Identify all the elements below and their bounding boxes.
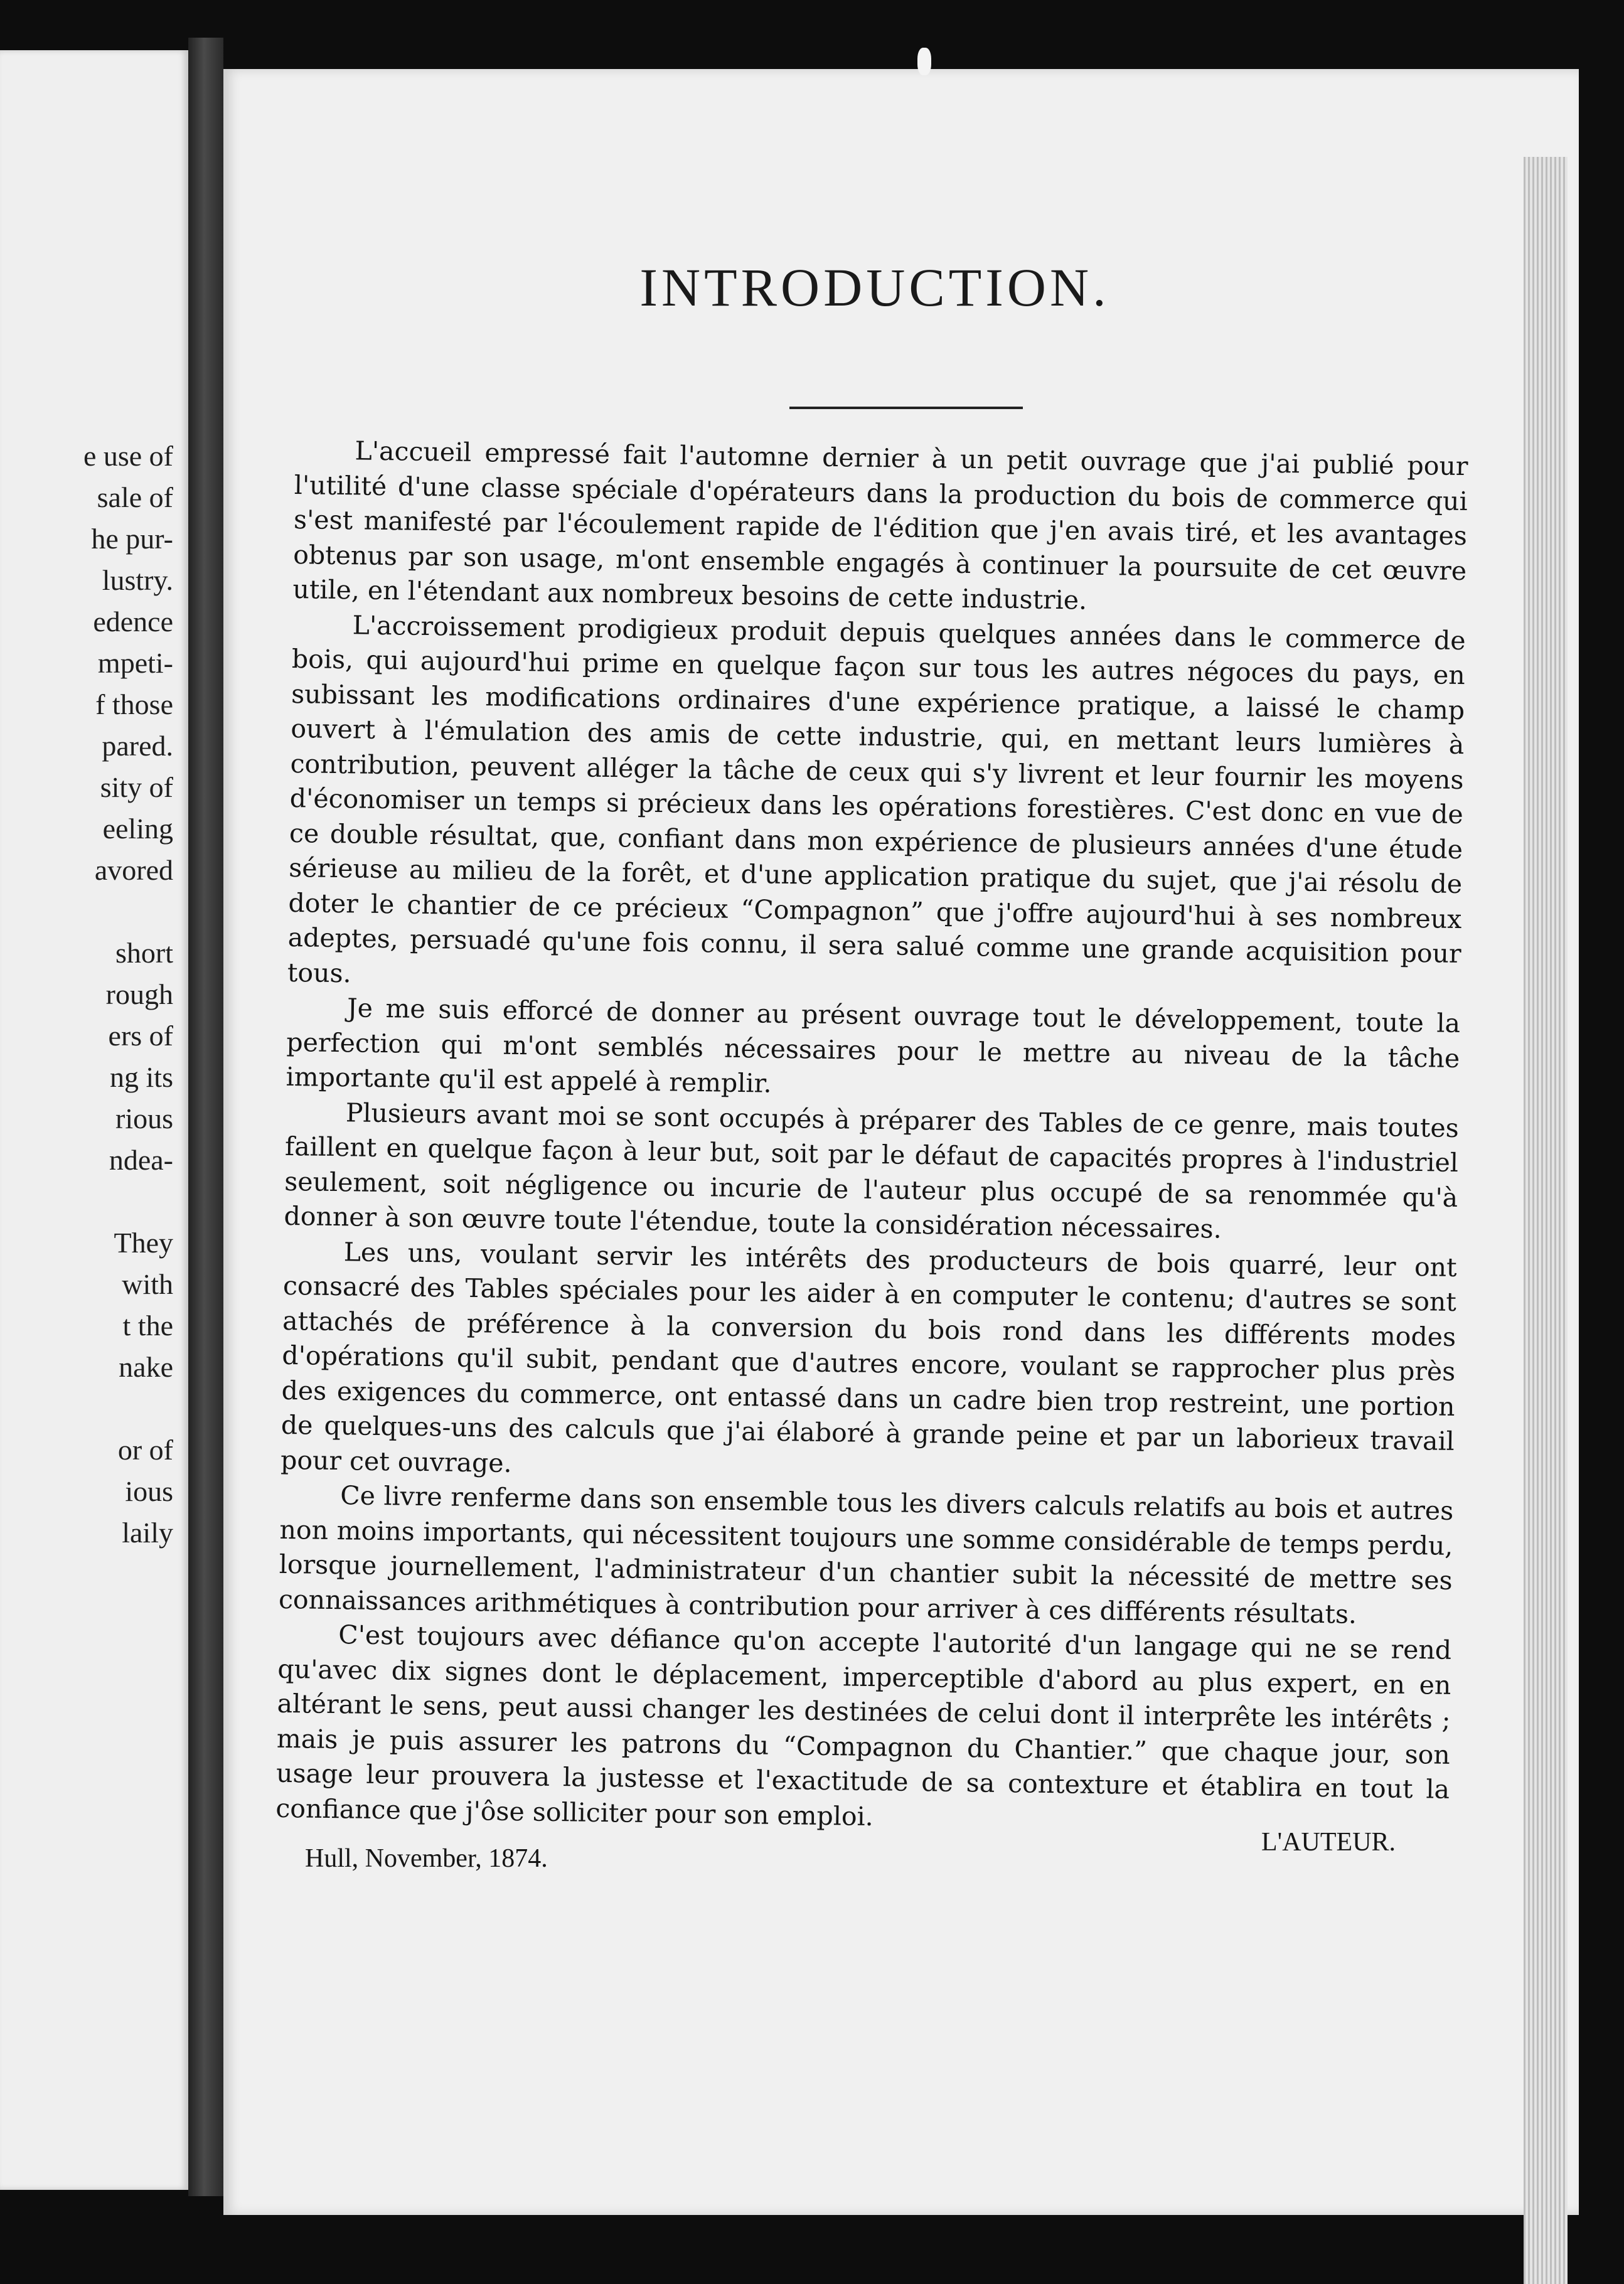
paragraph: L'accueil empressé fait l'automne dernier à un petit ouvrage que j'ai publié pour l'utilité d'une classe spéciale d'opérateurs dans la production du bois de commerce qui s'est manifesté par l'écoulement rapide de l'édition que j'en avais tiré, et les avantages obtenus par son usage, m'ont ensemble engagés à continuer la poursuite de cet œuvre utile, en l'étendant aux nombreux besoins de cette industrie. <box>292 435 1468 616</box>
left-page-line: nake <box>119 1351 173 1383</box>
paragraph: C'est toujours avec défiance qu'on accepte l'autorité d'un langage qui ne se rend qu'avec dix signes dont le déplacement, imperceptible d'abord au plus expert, en en altérant le sens, peut aussi changer les destinées de celui dont il interprête les intérêts ; mais je puis assurer les patrons du “Compagnon du Chantier.” que chaque jour, son usage leur prouvera la justesse et l'exactitude de sa contexture et établira en tout la confiance que j'ôse solliciter pour son emploi. <box>275 1620 1452 1832</box>
left-page-line: They <box>114 1227 173 1259</box>
left-page-line: lustry. <box>102 564 173 596</box>
left-page-line: f those <box>95 688 173 720</box>
paragraph: Plusieurs avant moi se sont occupés à préparer des Tables de ce genre, mais toutes faillent en quelque façon à leur but, soit par le défaut de capacités propres à l'industriel seulement, soit négligence ou incurie de l'auteur plus occupé de sa renommée qu'à donner à son œuvre toute l'étendue, toute la considération nécessaires. <box>284 1097 1460 1244</box>
left-page-line: pared. <box>102 730 173 762</box>
left-facing-page <box>0 50 188 2190</box>
book-gutter <box>188 38 223 2196</box>
left-page-line: e use of <box>83 440 173 472</box>
paragraph: Ce livre renferme dans son ensemble tous les divers calculs relatifs au bois et autres non moins importants, qui nécessitent toujours une somme considérable de temps perdu, lorsque journellement, l'administrateur d'un chantier subit la nécessité de mettre ses connaissances arithmétiques à contribution pour arriver à ces différents résultats. <box>278 1480 1454 1630</box>
place-date: Hull, November, 1874. <box>305 1844 548 1873</box>
left-page-line: sity of <box>100 771 173 803</box>
title-rule <box>789 407 1023 409</box>
left-page-line: ers of <box>108 1020 173 1052</box>
paragraph: Je me suis efforcé de donner au présent ouvrage tout le développement, toute la perfection qui m'ont semblés nécessaires pour le mettre au niveau de la tâche importante qu'il est appelé à remplir. <box>286 993 1461 1099</box>
paragraph: Les uns, voulant servir les intérêts des producteurs de bois quarré, leur ont consacré des Tables spéciales pour les aider à en computer le contenu; d'autres se sont attachés de préférence à la conversion du bois rond dans les différents modes d'opérations qu'il subit, pendant que d'autres encore, voulant se rapprocher plus près des exigences du commerce, ont entassé dans un cadre bien trop restreint, une portion de quelques-uns des calculs que j'ai élaboré à grande peine et par un laborieux travail pour cet ouvrage. <box>280 1236 1457 1478</box>
left-page-line: ious <box>125 1475 173 1507</box>
left-page-line: eeling <box>102 813 173 845</box>
left-page-line: ndea- <box>109 1144 173 1176</box>
left-page-line: edence <box>93 606 173 638</box>
left-page-line: rough <box>105 978 173 1010</box>
author-signature: L'AUTEUR. <box>1261 1828 1396 1857</box>
left-page-line: or of <box>117 1434 173 1466</box>
left-page-line: t the <box>122 1310 173 1342</box>
left-page-line: with <box>122 1268 173 1300</box>
page-edge <box>1524 157 1568 2284</box>
left-page-line: mpeti- <box>97 647 173 679</box>
paragraph: L'accroissement prodigieux produit depuis quelques années dans le commerce de bois, qui aujourd'hui prime en quelque façon sur tous les autres négoces du pays, en subissant les modifications ordinaires d'une expérience pratique, a laissé le champ ouvert à l'émulation des amis de cette industrie, qui, en mettant leurs lumières à contribution, peuvent alléger la tâche de ceux qui s'y livrent et leur fournir les moyens d'économiser un temps si précieux dans les opérations forestières. C'est donc en vue de ce double résultat, que, confiant dans mon expérience de plusieurs années d'une étude sérieuse au milieu de la forêt, et d'une application pratique du sujet, que j'ai résolu de doter le chantier de ce précieux “Compagnon” que j'offre aujourd'hui à ses nombreux adeptes, persuadé qu'une fois connu, il sera salué comme une grande acquisition pour tous. <box>287 609 1466 988</box>
left-page-line: short <box>115 937 173 969</box>
left-page-line: sale of <box>97 481 173 513</box>
left-page-line: laily <box>122 1517 173 1549</box>
left-page-line: ng its <box>110 1061 173 1093</box>
left-page-line: rious <box>115 1102 173 1134</box>
introduction-body <box>275 433 1468 1842</box>
page-title: INTRODUCTION. <box>639 257 1110 318</box>
scan-speck <box>917 48 931 75</box>
left-page-line: avored <box>94 854 173 886</box>
left-page-line: he pur- <box>91 523 173 555</box>
